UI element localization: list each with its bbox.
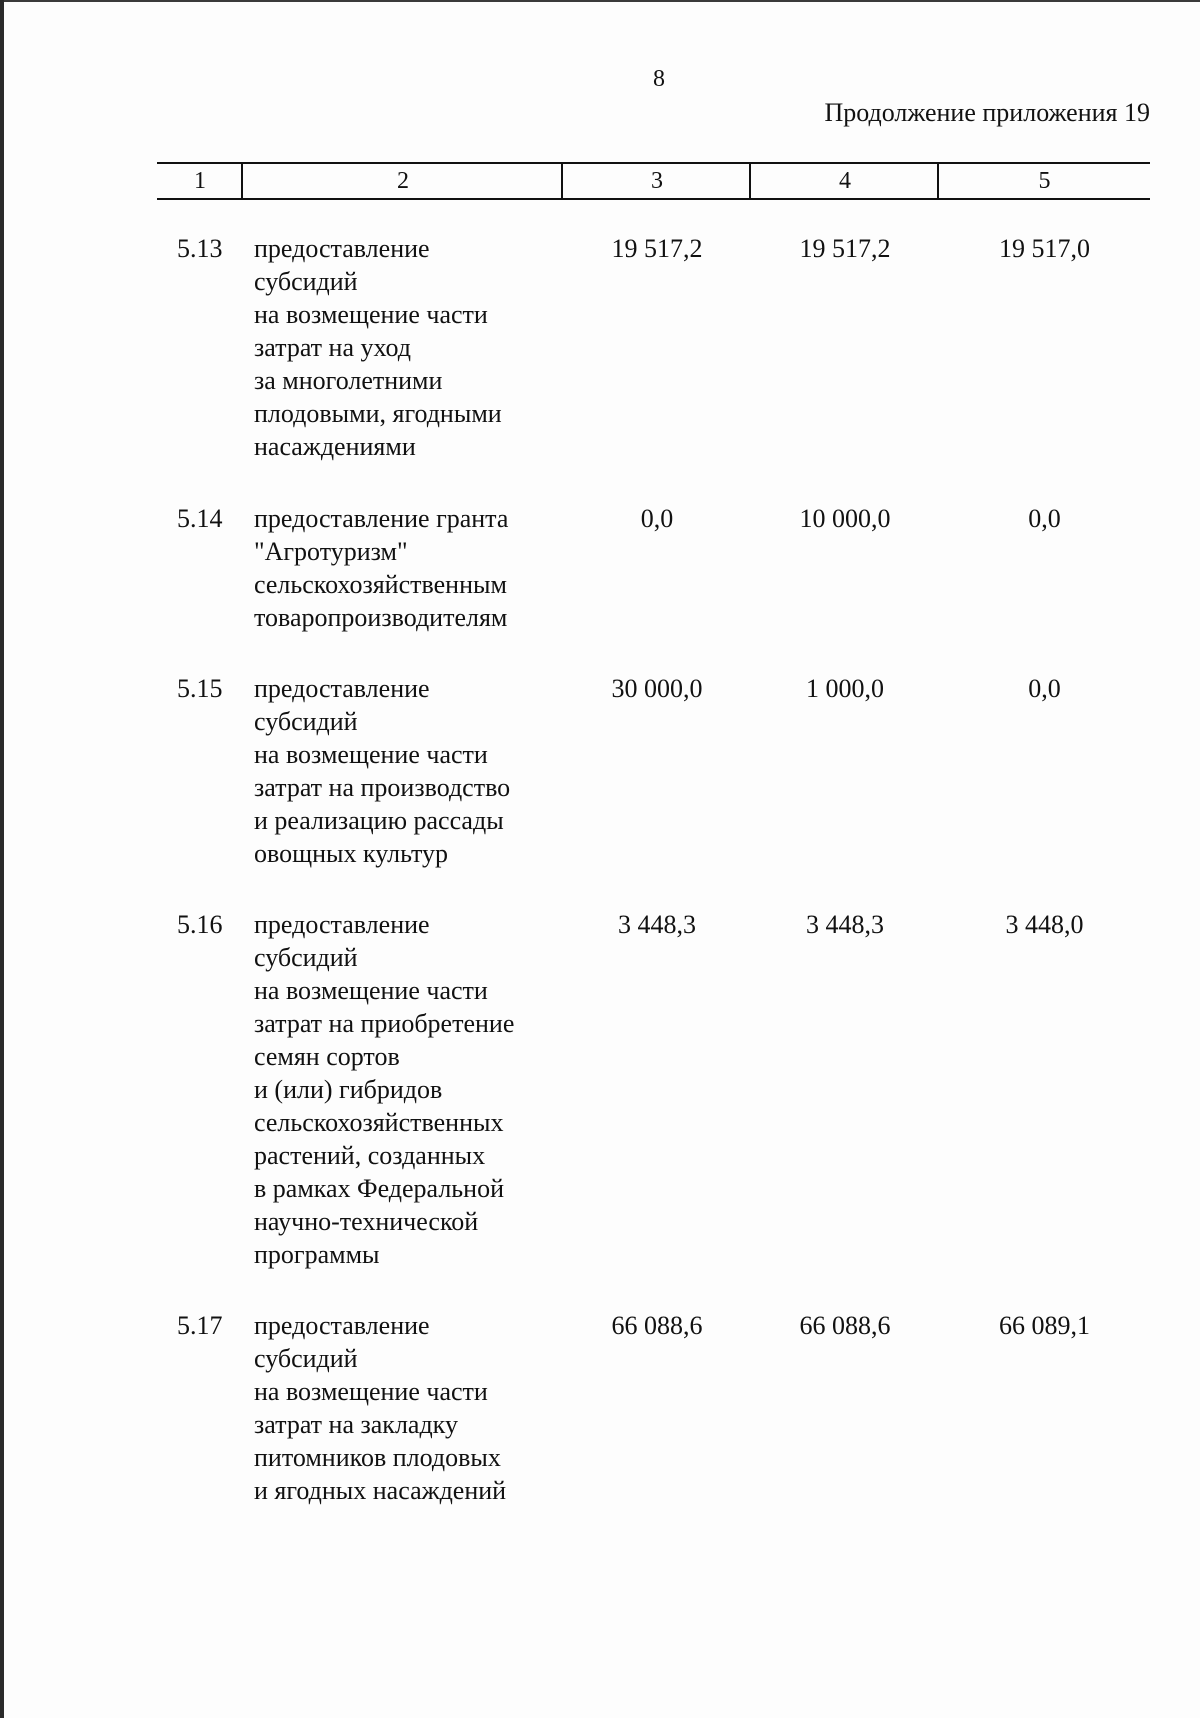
description-line: семян сортов	[254, 1042, 400, 1071]
description-line: товаропроизводителям	[254, 603, 508, 632]
row-number: 5.15	[177, 674, 223, 703]
table-header-row	[157, 162, 1150, 200]
row-description	[254, 672, 554, 870]
description-line: на возмещение части	[254, 976, 488, 1005]
value-col-5: 0,0	[1028, 674, 1061, 703]
description-line: на возмещение части	[254, 300, 488, 329]
continuation-heading: Продолжение приложения 19	[824, 98, 1150, 127]
description-line: субсидий	[254, 1344, 358, 1373]
row-number: 5.14	[177, 504, 223, 533]
row-number: 5.17	[177, 1311, 223, 1340]
description-line: плодовыми, ягодными	[254, 399, 502, 428]
value-col-3: 66 088,6	[611, 1311, 703, 1340]
description-line: на возмещение части	[254, 1377, 488, 1406]
description-line: затрат на закладку	[254, 1410, 458, 1439]
row-description	[254, 908, 554, 1271]
header-col-2: 2	[397, 168, 409, 194]
description-line: и ягодных насаждений	[254, 1476, 507, 1505]
description-line: программы	[254, 1240, 380, 1269]
description-line: предоставление	[254, 234, 430, 263]
value-col-3: 30 000,0	[611, 674, 703, 703]
description-line: "Агротуризм"	[254, 537, 408, 566]
description-line: сельскохозяйственных	[254, 1108, 504, 1137]
row-number: 5.16	[177, 910, 223, 939]
description-line: и (или) гибридов	[254, 1075, 443, 1104]
description-line: питомников плодовых	[254, 1443, 501, 1472]
header-col-3: 3	[651, 168, 663, 194]
row-number: 5.13	[177, 234, 223, 263]
value-col-3: 19 517,2	[611, 234, 703, 263]
description-line: растений, созданных	[254, 1141, 486, 1170]
description-line: в рамках Федеральной	[254, 1174, 504, 1203]
description-line: предоставление	[254, 674, 430, 703]
value-col-5: 3 448,0	[1005, 910, 1084, 939]
description-line: затрат на приобретение	[254, 1009, 515, 1038]
description-line: предоставление гранта	[254, 504, 509, 533]
value-col-5: 0,0	[1028, 504, 1061, 533]
page-number: 8	[653, 66, 665, 92]
description-line: субсидий	[254, 707, 358, 736]
value-col-5: 66 089,1	[999, 1311, 1090, 1340]
scan-top-edge	[0, 0, 1200, 2]
description-line: предоставление	[254, 910, 430, 939]
scan-left-edge	[0, 0, 4, 1718]
value-col-4: 10 000,0	[799, 504, 891, 533]
description-line: за многолетними	[254, 366, 443, 395]
description-line: и реализацию рассады	[254, 806, 504, 835]
description-line: на возмещение части	[254, 740, 488, 769]
header-col-5: 5	[1038, 168, 1051, 194]
row-description	[254, 232, 554, 463]
description-line: научно-технической	[254, 1207, 479, 1236]
description-line: субсидий	[254, 267, 358, 296]
description-line: насаждениями	[254, 432, 416, 461]
value-col-5: 19 517,0	[999, 234, 1090, 263]
header-col-4: 4	[839, 168, 851, 194]
header-col-1: 1	[194, 168, 206, 194]
row-description	[254, 502, 554, 634]
row-description	[254, 1309, 554, 1507]
value-col-4: 3 448,3	[806, 910, 884, 939]
value-col-4: 1 000,0	[806, 674, 884, 703]
description-line: сельскохозяйственным	[254, 570, 507, 599]
description-line: овощных культур	[254, 839, 448, 868]
description-line: затрат на уход	[254, 333, 411, 362]
value-col-4: 66 088,6	[799, 1311, 891, 1340]
description-line: затрат на производство	[254, 773, 511, 802]
value-col-3: 3 448,3	[618, 910, 696, 939]
value-col-3: 0,0	[640, 504, 674, 533]
description-line: субсидий	[254, 943, 358, 972]
value-col-4: 19 517,2	[799, 234, 891, 263]
description-line: предоставление	[254, 1311, 430, 1340]
